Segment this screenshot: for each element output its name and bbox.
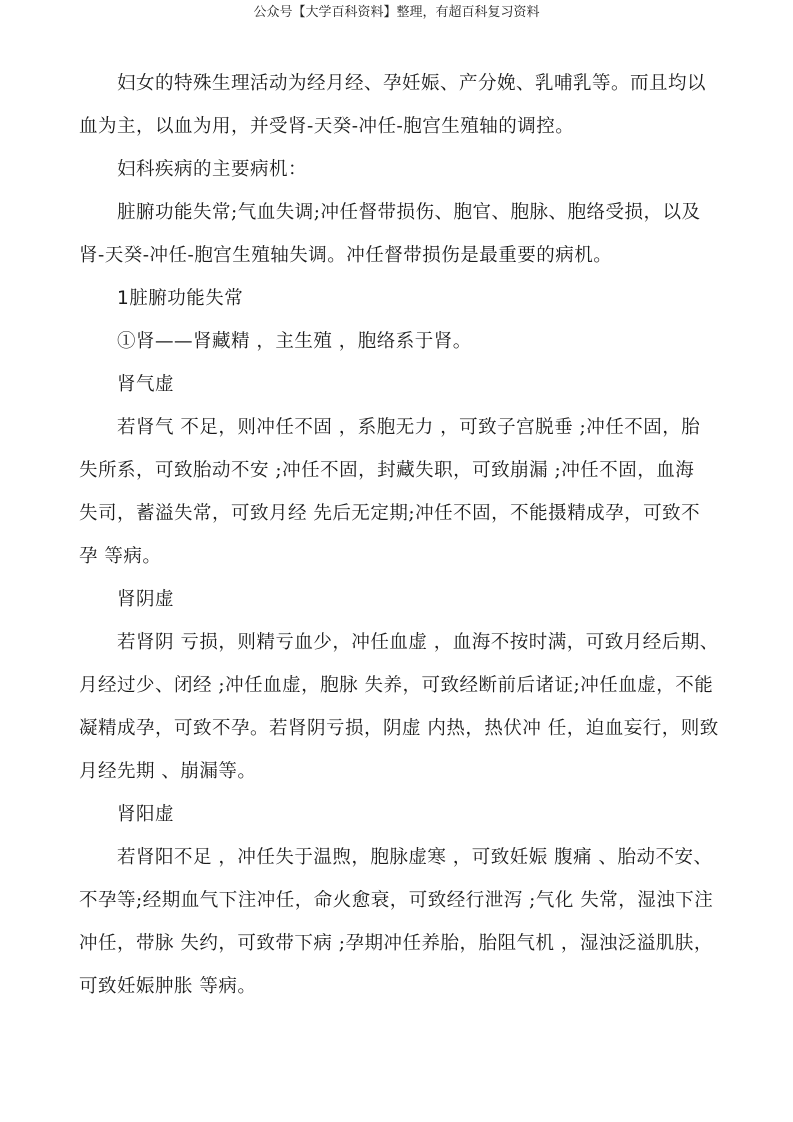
subsection-heading-kidney: ①肾——肾藏精 ，主生殖 ，胞络系于肾。: [117, 331, 472, 352]
section-heading-organ-dysfunction: 1脏腑功能失常: [117, 288, 244, 309]
paragraph-intro: 妇女的特殊生理活动为经月经、孕妊娠、产分娩、乳哺乳等。而且均以血为主，以血为用，并受肾-天癸-冲任-胞宫生殖轴的调控。: [79, 73, 707, 137]
paragraph-pathogenesis-summary: 脏腑功能失常;气血失调;冲任督带损伤、胞官、胞脉、胞络受损，以及肾-天癸-冲任-胞宫生殖轴失调。冲任督带损伤是最重要的病机。: [79, 202, 701, 266]
paragraph-kidney-qi-deficiency: 若肾气 不足，则冲任不固 ，系胞无力 ，可致子宫脱垂 ;冲任不固，胎失所系，可致胎动不安 ;冲任不固，封藏失职，可致崩漏 ;冲任不固，血海 失司，蓄溢失常，可致月经 先后无定期;冲任不固，不能摄精成孕，可致不孕 等病。: [79, 417, 701, 567]
heading-kidney-yang-deficiency: 肾阳虚: [117, 804, 175, 825]
paragraph-kidney-yin-deficiency: 若肾阴 亏损，则精亏血少，冲任血虚 ，血海不按时满，可致月经后期、月经过少、闭经 ;冲任血虚，胞脉 失养，可致经断前后诸证;冲任血虚，不能凝精成孕，可致不孕。若肾阴亏损，阴虚 内热，热伏冲 任，迫血妄行，则致月经先期 、崩漏等。: [79, 632, 719, 782]
document-body: [79, 62, 719, 1008]
heading-kidney-yin-deficiency: 肾阴虚: [117, 589, 175, 610]
heading-kidney-qi-deficiency: 肾气虚: [117, 374, 175, 395]
page-header: 公众号【大学百科资料】整理，有超百科复习资料: [253, 5, 540, 20]
paragraph-kidney-yang-deficiency: 若肾阳不足 ，冲任失于温煦，胞脉虚寒 ，可致妊娠 腹痛 、胎动不安、不孕等;经期血气下注冲任，命火愈衰，可致经行泄泻 ;气化 失常，湿浊下注冲任，带脉 失约，可致带下病 ;孕期冲任养胎，胎阻气机 ，湿浊泛溢肌肤，可致妊娠肿胀 等病。: [79, 847, 714, 997]
paragraph-pathogenesis-heading: 妇科疾病的主要病机：: [117, 159, 308, 180]
